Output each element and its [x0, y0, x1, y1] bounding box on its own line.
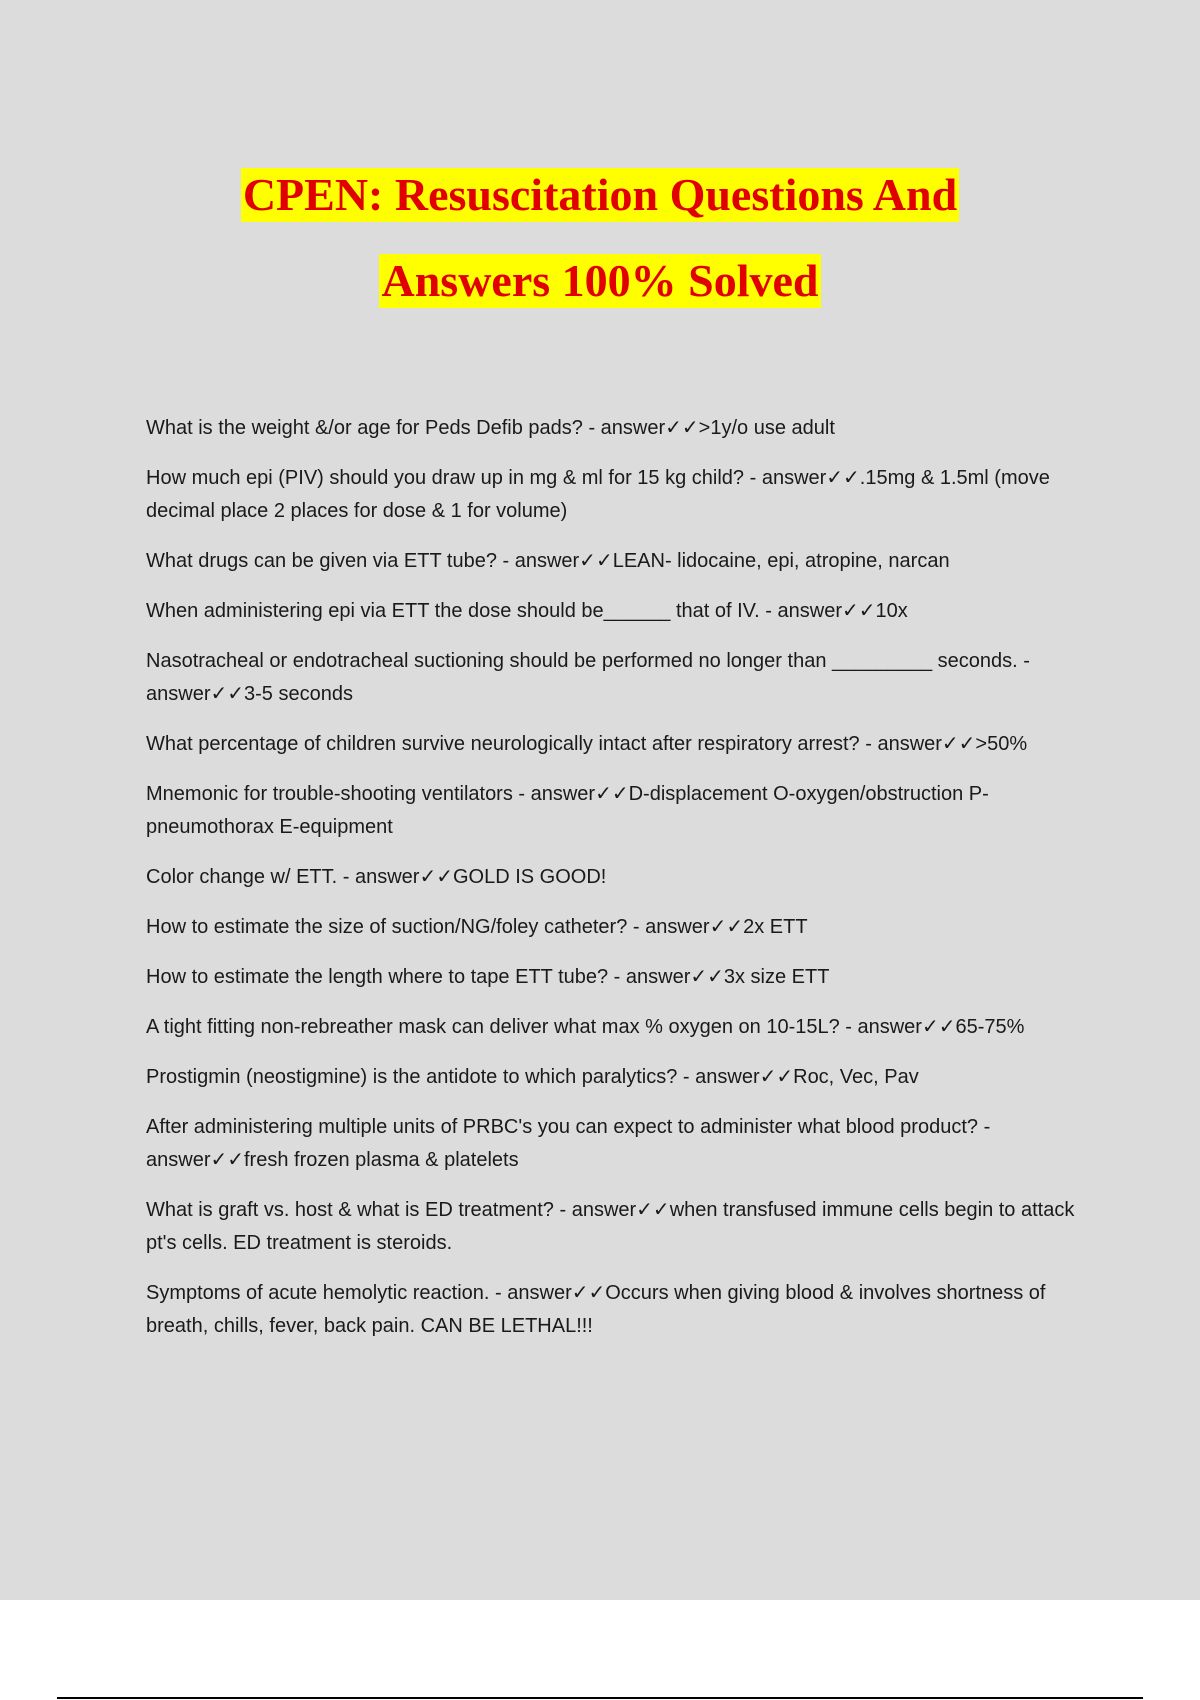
qa-item: What percentage of children survive neurologically intact after respiratory arrest? - answer✓✓>50% [146, 733, 1028, 755]
qa-item: What drugs can be given via ETT tube? - answer✓✓LEAN- lidocaine, epi, atropine, narcan [146, 550, 950, 572]
qa-list [146, 412, 1096, 1360]
qa-item: When administering epi via ETT the dose should be______ that of IV. - answer✓✓10x [146, 600, 908, 622]
title-line-2: Answers 100% Solved [381, 255, 819, 306]
title-line-1: CPEN: Resuscitation Questions And [242, 169, 958, 220]
qa-item: Symptoms of acute hemolytic reaction. - answer✓✓Occurs when giving blood & involves shortness of breath, chills, fever, back pain. CAN BE LETHAL!!! [146, 1282, 1046, 1337]
document-title [0, 168, 1200, 340]
qa-item: How to estimate the length where to tape ETT tube? - answer✓✓3x size ETT [146, 966, 830, 988]
qa-item: After administering multiple units of PRBC's you can expect to administer what blood product? - answer✓✓fresh frozen plasma & platelets [146, 1116, 991, 1171]
qa-item: How much epi (PIV) should you draw up in mg & ml for 15 kg child? - answer✓✓.15mg & 1.5ml (move decimal place 2 places for dose & 1 for volume) [146, 467, 1050, 522]
qa-item: What is graft vs. host & what is ED treatment? - answer✓✓when transfused immune cells begin to attack pt's cells. ED treatment is steroids. [146, 1199, 1075, 1254]
qa-item: Prostigmin (neostigmine) is the antidote to which paralytics? - answer✓✓Roc, Vec, Pav [146, 1066, 919, 1088]
footer-divider [57, 1697, 1143, 1699]
qa-item: Color change w/ ETT. - answer✓✓GOLD IS GOOD! [146, 866, 607, 888]
qa-item: How to estimate the size of suction/NG/foley catheter? - answer✓✓2x ETT [146, 916, 808, 938]
qa-item: A tight fitting non-rebreather mask can deliver what max % oxygen on 10-15L? - answer✓✓65-75% [146, 1016, 1025, 1038]
qa-item: Nasotracheal or endotracheal suctioning should be performed no longer than _________ seconds. - answer✓✓3-5 seconds [146, 650, 1030, 705]
qa-item: Mnemonic for trouble-shooting ventilators - answer✓✓D-displacement O-oxygen/obstruction P-pneumothorax E-equipment [146, 783, 989, 838]
qa-item: What is the weight &/or age for Peds Defib pads? - answer✓✓>1y/o use adult [146, 417, 835, 439]
